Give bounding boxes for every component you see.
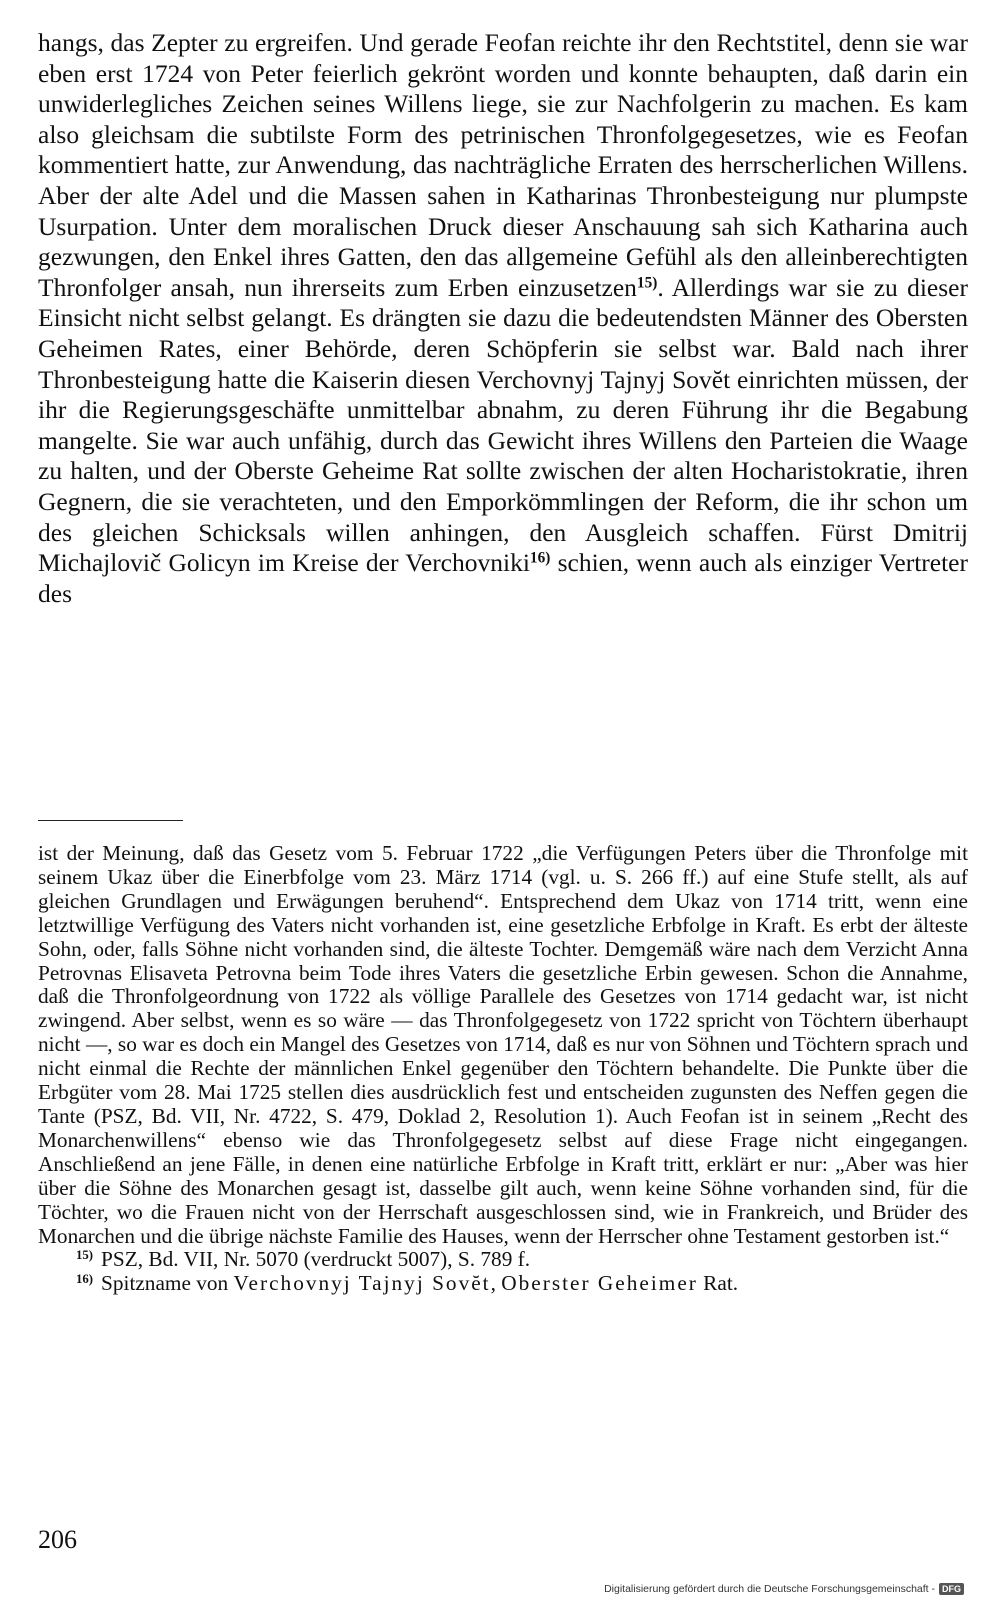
footnote-16-mid: , bbox=[490, 1271, 502, 1296]
footnote-15-text: PSZ, Bd. VII, Nr. 5070 (verdruckt 5007), S. 789 f. bbox=[101, 1247, 531, 1272]
footnotes bbox=[38, 842, 968, 1296]
footnote-continued: ist der Meinung, daß das Gesetz vom 5. Februar 1722 „die Verfügungen Peters über die Thronfolge mit seinem Ukaz über die Einerbfolge vom 23. März 1714 (vgl. u. S. 266 ff.) auf eine Stufe stellt, als auf gleichen Grundlagen und Erwägungen beruhend“. Entsprechend dem Ukaz von 1714 tritt, wenn eine letztwillige Verfügung des Vaters nicht vorhanden ist, eine gesetzliche Erbfolge in Kraft. Es erbt der älteste Sohn, oder, falls Söhne nicht vorhanden sind, die älteste Tochter. Demgemäß wäre nach dem Verzicht Anna Petrovnas Elisaveta Petrovna beim Tode ihres Vaters die gesetzliche Erbin gewesen. Schon die Annahme, daß die Thronfolgeordnung von 1722 als völlige Parallele des Gesetzes von 1714 gedacht war, ist nicht zwingend. Aber selbst, wenn es so wäre — das Thronfolgegesetz von 1722 spricht von Töchtern überhaupt nicht —, so war es doch ein Mangel des Gesetzes von 1714, daß es nur von Söhnen und Töchtern sprach und nicht einmal die Rechte der männlichen Enkel gegenüber den Töchtern behandelte. Die Punkte über die Erbgüter vom 28. Mai 1725 stellen dies ausdrücklich fest und entscheiden zugunsten des Neffen gegen die Tante (PSZ, Bd. VII, Nr. 4722, S. 479, Doklad 2, Resolution 1). Auch Feofan ist in seinem „Recht des Monarchenwillens“ ebenso wie das Thronfolgegesetz selbst auf diese Frage nicht eingegangen. Anschließend an jene Fälle, in denen eine natürliche Erbfolge in Kraft tritt, erklärt er nur: „Aber was hier über die Söhne des Monarchen gesagt ist, dasselbe gilt auch, wenn keine Söhne vorhanden sind, für die Töchter, wo die Frauen nicht von der Herrschaft ausgeschlossen sind, wie in Frankreich, und Brüder des Monarchen und die übrige nächste Familie des Hauses, wenn der Herrscher ohne Testament gestorben ist.“ bbox=[38, 841, 968, 1248]
credit-text: Digitalisierung gefördert durch die Deutsche Forschungsgemeinschaft - bbox=[604, 1583, 935, 1595]
digitization-credit bbox=[604, 1583, 964, 1595]
footnote-separator bbox=[38, 820, 183, 821]
body-text-part-3: schien, wenn auch als einziger Vertreter des bbox=[38, 548, 968, 608]
footnote-16-term: Verchovnyj Tajnyj Sovĕt bbox=[233, 1271, 491, 1296]
body-text-part-2: . Allerdings war sie zu dieser Einsicht nicht selbst gelangt. Es drängten sie dazu die bedeutendsten Männer des Obersten Geheimen Rates, einer Behörde, deren Schöpferin sie selbst war. Bald nach ihrer Thronbesteigung hatte die Kaiserin diesen Verchovnyj Tajnyj Sovĕt einrichten müssen, der ihr die Regierungsgeschäfte unmittelbar abnahm, zu deren Führung ihr die Begabung mangelte. Sie war auch unfähig, durch das Gewicht ihres Willens den Parteien die Waage zu halten, und der Oberste Geheime Rat sollte zwischen der alten Hocharistokratie, ihren Gegnern, die sie verachteten, und den Emporkömmlingen der Reform, die ihr schon um des gleichen Schicksals willen anhingen, den Ausgleich schaffen. Fürst Dmitrij Michajlovič Golicyn im Kreise der Verchovniki bbox=[38, 272, 968, 578]
footnote-16-suffix: Rat. bbox=[697, 1271, 739, 1296]
footnote-16-marker: 16) bbox=[76, 1272, 94, 1287]
footnote-16-translation: Oberster Geheimer bbox=[501, 1271, 698, 1296]
body-text-part-1: hangs, das Zepter zu ergreifen. Und gerade Feofan reichte ihr den Rechtstitel, denn sie war eben erst 1724 von Peter feierlich gekrönt worden und konnte behaupten, daß darin ein unwiderlegliches Zeichen seines Willens liege, sie zur Nachfolgerin zu machen. Es kam also gleichsam die subtilste Form des petrinischen Thronfolgegesetzes, wie es Feofan kommentiert hatte, zur Anwendung, das nachträgliche Erraten des herrscherlichen Willens. Aber der alte Adel und die Massen sahen in Katharinas Thronbesteigung nur plumpste Usurpation. Unter dem moralischen Druck dieser Anschauung sah sich Katharina auch gezwungen, den Enkel ihres Gatten, den das allgemeine Gefühl als den alleinberechtigten Thronfolger ansah, nun ihrerseits zum Erben einzusetzen bbox=[38, 28, 968, 302]
footnote-ref-15: 15) bbox=[636, 274, 658, 292]
main-text bbox=[38, 28, 968, 609]
footnote-15-marker: 15) bbox=[76, 1248, 94, 1263]
footnote-ref-16: 16) bbox=[529, 549, 551, 567]
dfg-logo-icon: DFG bbox=[939, 1583, 964, 1595]
footnote-16-prefix: Spitzname von bbox=[101, 1271, 234, 1296]
body-paragraph bbox=[38, 28, 968, 609]
footnote-16 bbox=[38, 1272, 968, 1296]
footnote-15 bbox=[38, 1248, 968, 1272]
page-number: 206 bbox=[38, 1525, 77, 1554]
